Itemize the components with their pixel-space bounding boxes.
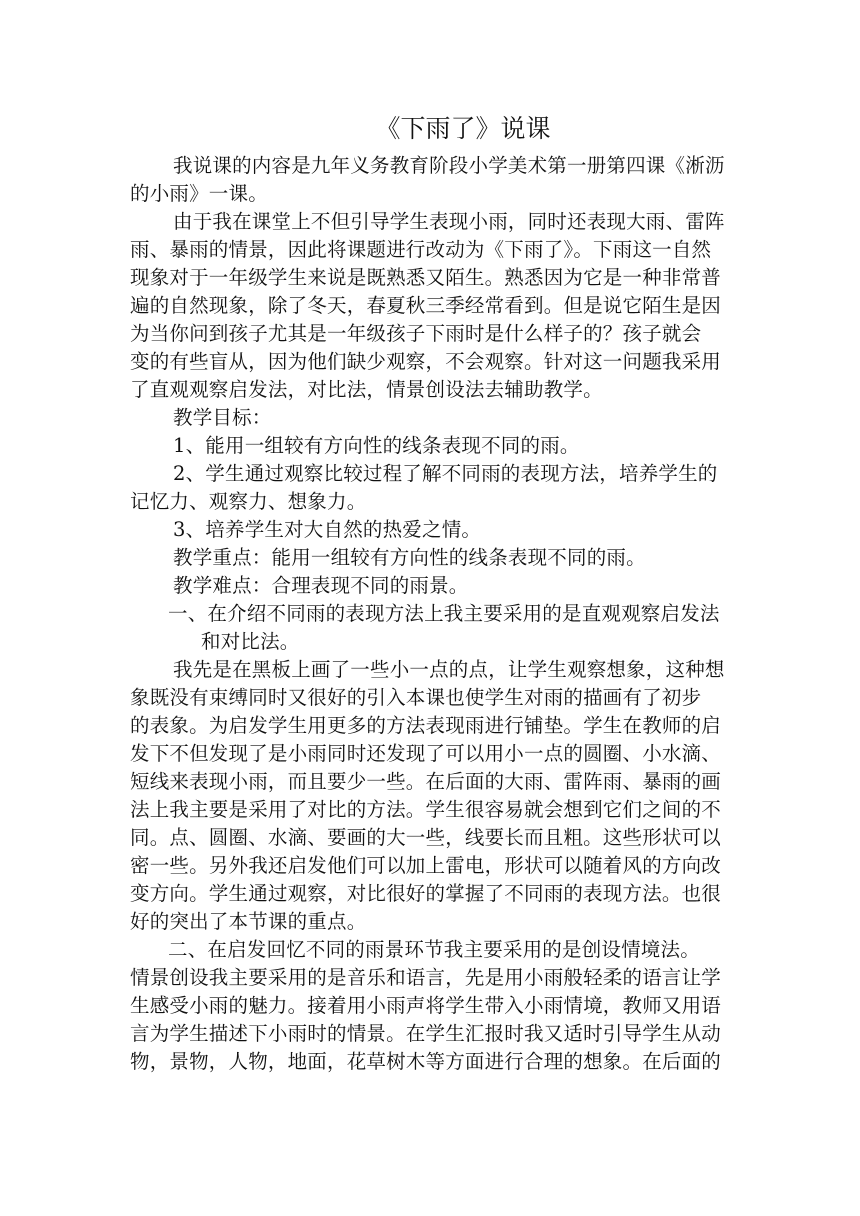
paragraph-line: 象既没有束缚同时又很好的引入本课也使学生对雨的描画有了初步 — [130, 686, 702, 709]
paragraph-line: 的表象。为启发学生用更多的方法表现雨进行铺垫。学生在教师的启 — [130, 714, 722, 737]
paragraph-line: 雨、暴雨的情景，因此将课题进行改动为《下雨了》。下雨这一自然 — [130, 238, 712, 261]
paragraph-line: 我先是在黑板上画了一些小一点的点，让学生观察想象，这种想 — [173, 658, 725, 681]
paragraph-line: 密一些。另外我还启发他们可以加上雷电，形状可以随着风的方向改 — [130, 854, 722, 877]
paragraph-line: 言为学生描述下小雨时的情景。在学生汇报时我又适时引导学生从动 — [130, 1022, 722, 1045]
list-item: 3、培养学生对大自然的热爱之情。 — [173, 518, 482, 541]
paragraph-line: 遍的自然现象，除了冬天，春夏秋三季经常看到。但是说它陌生是因 — [130, 294, 722, 317]
section-heading: 教学目标： — [173, 406, 272, 429]
paragraph-line: 法上我主要是采用了对比的方法。学生很容易就会想到它们之间的不 — [130, 798, 722, 821]
paragraph-line: 变的有些盲从，因为他们缺少观察，不会观察。针对这一问题我采用 — [130, 350, 722, 373]
paragraph-line: 物，景物，人物，地面，花草树木等方面进行合理的想象。在后面的 — [130, 1050, 722, 1073]
paragraph-line: 的小雨》一课。 — [130, 182, 268, 205]
paragraph-line: 短线来表现小雨，而且要少一些。在后面的大雨、雷阵雨、暴雨的画 — [130, 770, 722, 793]
list-item: 1、能用一组较有方向性的线条表现不同的雨。 — [173, 434, 580, 457]
page-title: 《下雨了》说课 — [375, 114, 551, 143]
paragraph-line: 了直观观察启发法，对比法，情景创设法去辅助教学。 — [130, 378, 603, 401]
section-heading-continuation: 和对比法。 — [201, 630, 300, 653]
teaching-difficulty: 教学难点：合理表现不同的雨景。 — [173, 574, 469, 597]
paragraph-line: 为当你问到孩子尤其是一年级孩子下雨时是什么样子的？孩子就会 — [130, 322, 702, 345]
paragraph-line: 同。点、圆圈、水滴、要画的大一些，线要长而且粗。这些形状可以 — [130, 826, 722, 849]
list-item-continuation: 记忆力、观察力、想象力。 — [130, 490, 367, 513]
list-item: 2、学生通过观察比较过程了解不同雨的表现方法，培养学生的 — [173, 462, 718, 485]
paragraph-line: 发下不但发现了是小雨同时还发现了可以用小一点的圆圈、小水滴、 — [130, 742, 722, 765]
section-heading: 一、在介绍不同雨的表现方法上我主要采用的是直观观察启发法 — [168, 602, 720, 625]
teaching-key-point: 教学重点：能用一组较有方向性的线条表现不同的雨。 — [173, 546, 646, 569]
section-heading: 二、在启发回忆不同的雨景环节我主要采用的是创设情境法。 — [168, 938, 700, 961]
paragraph-line: 情景创设我主要采用的是音乐和语言，先是用小雨般轻柔的语言让学 — [130, 966, 722, 989]
paragraph-line: 我说课的内容是九年义务教育阶段小学美术第一册第四课《淅沥 — [173, 154, 725, 177]
paragraph-line: 好的突出了本节课的重点。 — [130, 910, 367, 933]
paragraph-line: 现象对于一年级学生来说是既熟悉又陌生。熟悉因为它是一种非常普 — [130, 266, 722, 289]
paragraph-line: 由于我在课堂上不但引导学生表现小雨，同时还表现大雨、雷阵 — [173, 210, 725, 233]
paragraph-line: 变方向。学生通过观察，对比很好的掌握了不同雨的表现方法。也很 — [130, 882, 722, 905]
paragraph-line: 生感受小雨的魅力。接着用小雨声将学生带入小雨情境，教师又用语 — [130, 994, 722, 1017]
